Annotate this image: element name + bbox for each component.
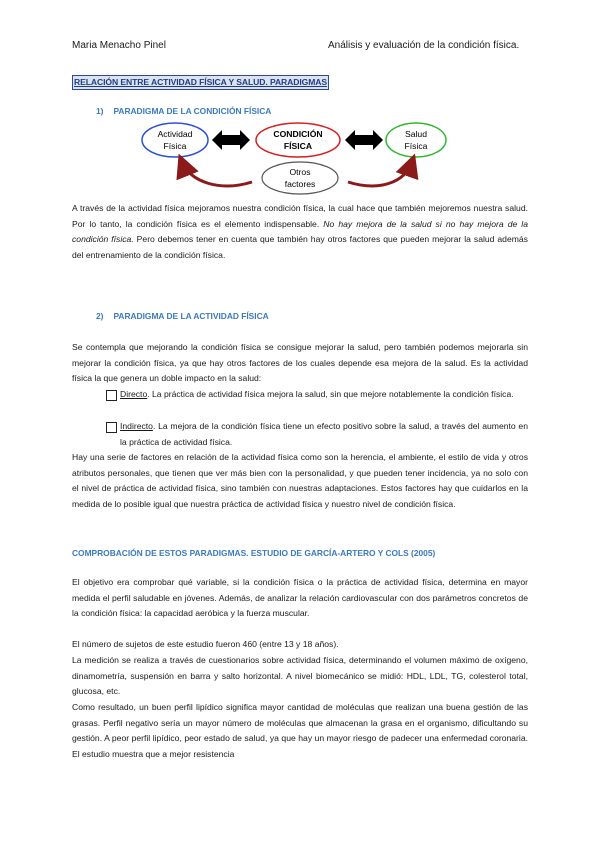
curve-arrow-other-to-activity: [182, 162, 252, 186]
item-text: . La mejora de la condición física tiene un efecto positivo sobre la salud, a través del aumento en la práctica de actividad física.: [120, 421, 528, 447]
double-arrow-condition-health: [345, 130, 383, 150]
paradigm-diagram: [0, 118, 600, 198]
node-other-line1: Otros: [289, 167, 311, 177]
paragraph-measurement: La medición se realiza a través de cuestionarios sobre actividad física, determinando el volumen máximo de oxígeno, dinamometría, suspensión en barra y salto horizontal. A nivel biomecánico se midió: HDL, LDL, TG, colesterol total, glucosa, etc.: [72, 655, 528, 696]
paragraph-italic: No hay mejora de la salud si no hay mejora de la condición física.: [72, 218, 528, 244]
paragraph-text: A través de la actividad física mejoramos nuestra condición física, la cual hace que también mejoremos nuestra salud. Por lo tanto, la condición física es el elemento indispensable.: [72, 203, 528, 229]
paragraph-factors: Hay una serie de factores en relación de la actividad física como son la herencia, el ambiente, el estilo de vida y otros atributos personales, que tienen que ver más bien con la personalidad, y que pueden tener incidencia, ya no solo con el nivel de práctica de actividad física, sino también con nuestras adaptaciones. Estos factores hay que cuidarlos en la medida de lo posible igual que nuestra práctica de actividad física y nuestro nivel de condición física.: [72, 452, 528, 509]
section-heading-text: PARADIGMA DE LA CONDICIÓN FÍSICA: [113, 106, 272, 116]
study-heading: COMPROBACIÓN DE ESTOS PARADIGMAS. ESTUDIO DE GARCÍA-ARTERO Y COLS (2005): [72, 548, 436, 558]
paragraph-results: Como resultado, un buen perfil lipídico significa mayor cantidad de moléculas que realizan una buena gestión de las grasas. Perfil negativo sería un mayor número de moléculas que almacenan la grasa en el organismo, dificultando su gestión. A peor perfil lipídico, peor estado de salud, ya que hay un mayor riesgo de padecer una enfermedad coronaria. El estudio muestra que a mejor resistencia: [72, 702, 528, 759]
node-activity-line1: Actividad: [157, 129, 193, 139]
section-heading-1: [96, 106, 271, 116]
curve-arrow-other-to-health: [348, 162, 412, 186]
page-title: RELACIÓN ENTRE ACTIVIDAD FÍSICA Y SALUD. PARADIGMAS: [72, 75, 329, 90]
double-arrow-activity-condition: [212, 130, 250, 150]
list-item-indirect: [120, 419, 528, 450]
paragraph-condition-paradigm: [72, 201, 528, 263]
section-heading-text: PARADIGMA DE LA ACTIVIDAD FÍSICA: [113, 311, 269, 321]
node-condition-line2: FÍSICA: [283, 141, 313, 151]
item-text: . La práctica de actividad física mejora la salud, sin que mejore notablemente la condición física.: [147, 389, 514, 399]
checkbox-icon: [106, 422, 117, 433]
paragraph-activity-paradigm: Se contempla que mejorando la condición física se consigue mejorar la salud, pero también podemos mejorarla sin mejorar la condición física, ya que hay otros factores de los cuales depende esa mejora de la salud. Es la actividad física la que genera un doble impacto en la salud:: [72, 342, 528, 383]
section-number: 2): [96, 311, 104, 321]
paragraph-objective: El objetivo era comprobar qué variable, si la condición física o la práctica de actividad física, determina en mayor medida el perfil saludable en jóvenes. Además, de analizar la relación cardiovascular con dos parámetros concretos de la condición física: la capacidad aeróbica y la fuerza muscular.: [72, 577, 528, 618]
section-number: 1): [96, 106, 104, 116]
item-label: Directo: [120, 389, 148, 399]
node-condition-line1: CONDICIÓN: [273, 129, 323, 139]
paragraph-tail: Pero debemos tener en cuenta que también hay otros factores que pueden mejorar la salud además del entrenamiento de la condición física.: [72, 234, 528, 260]
header-author: Maria Menacho Pinel: [72, 40, 166, 51]
node-other-line2: factores: [284, 179, 316, 189]
node-health-line2: Física: [404, 141, 428, 151]
item-label: Indirecto: [120, 421, 153, 431]
section-heading-2: [96, 311, 269, 321]
header-subject: Análisis y evaluación de la condición física.: [328, 40, 520, 51]
list-item-direct: [120, 387, 528, 403]
checkbox-icon: [106, 390, 117, 401]
paragraph-subjects: El número de sujetos de este estudio fueron 460 (entre 13 y 18 años).: [72, 639, 339, 649]
node-activity-line2: Física: [163, 141, 187, 151]
node-health-line1: Salud: [405, 129, 427, 139]
